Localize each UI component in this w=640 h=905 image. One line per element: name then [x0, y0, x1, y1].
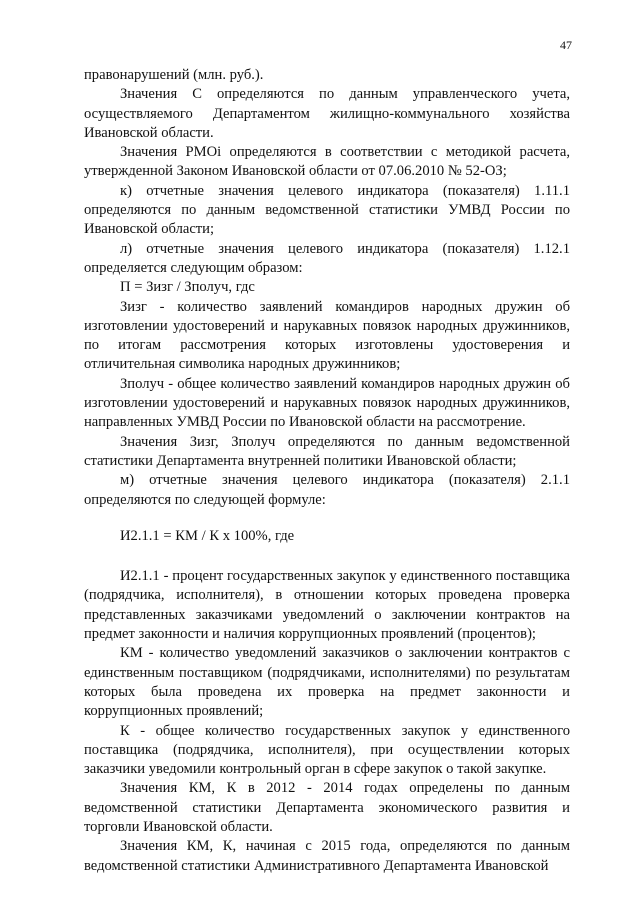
- paragraph: И2.1.1 - процент государственных закупок у единственного поставщика (подрядчика, исполнителя), в отношении которых проведена проверка представленных заказчиками уведомлений о заключении контрактов на предмет законности и наличия коррупционных проявлений (процентов);: [84, 568, 570, 643]
- formula-line: И2.1.1 = КМ / К х 100%, где: [120, 527, 295, 544]
- paragraph: Зизг - количество заявлений командиров народных дружин об изготовлении удостоверений и нарукавных повязок народных дружинников, по итогам рассмотрения которых изготовлены удостоверения и отличительная символика народных дружинников;: [84, 298, 570, 373]
- paragraph: Значения С определяются по данным управленческого учета, осуществляемого Департаментом жилищно-коммунального хозяйства Ивановской области.: [84, 86, 570, 141]
- paragraph: К - общее количество государственных закупок у единственного поставщика (подрядчика, исполнителя), при осуществлении которых заказчики уведомили контрольный орган в сфере закупок о такой закупке.: [84, 722, 570, 778]
- page-number: 47: [560, 38, 572, 52]
- paragraph: Значения КМ, К, начиная с 2015 года, определяются по данным ведомственной статистики Административного Департамента Ивановской: [84, 838, 570, 874]
- paragraph: Значения Зизг, Зполуч определяются по данным ведомственной статистики Департамента внутренней политики Ивановской области;: [84, 433, 570, 469]
- paragraph: правонарушений (млн. руб.).: [84, 67, 264, 83]
- paragraph: П = Зизг / Зполуч, гдс: [120, 279, 255, 296]
- paragraph: Значения РМОі определяются в соответствии с методикой расчета, утвержденной Законом Ивановской области от 07.06.2010 № 52-ОЗ;: [84, 144, 570, 180]
- paragraph: Значения КМ, К в 2012 - 2014 годах определены по данным ведомственной статистики Департамента экономического развития и торговли Ивановской области.: [84, 780, 570, 835]
- paragraph: КМ - количество уведомлений заказчиков о заключении контрактов с единственным поставщиком (подрядчиками, исполнителями) по результатам которых была проведена их проверка на предмет законности и коррупционных проявлений;: [84, 645, 570, 720]
- paragraph: м) отчетные значения целевого индикатора (показателя) 2.1.1 определяются по следующей формуле:: [84, 472, 570, 508]
- paragraph: к) отчетные значения целевого индикатора (показателя) 1.11.1 определяются по данным ведомственной статистики УМВД России по Ивановской области;: [84, 182, 570, 238]
- document-body: [84, 66, 570, 876]
- paragraph: л) отчетные значения целевого индикатора (показателя) 1.12.1 определяется следующим образом:: [84, 240, 570, 276]
- paragraph: Зполуч - общее количество заявлений командиров народных дружин об изготовлении удостоверений и нарукавных повязок народных дружинников, направленных УМВД России по Ивановской области на рассмотрение.: [84, 375, 570, 431]
